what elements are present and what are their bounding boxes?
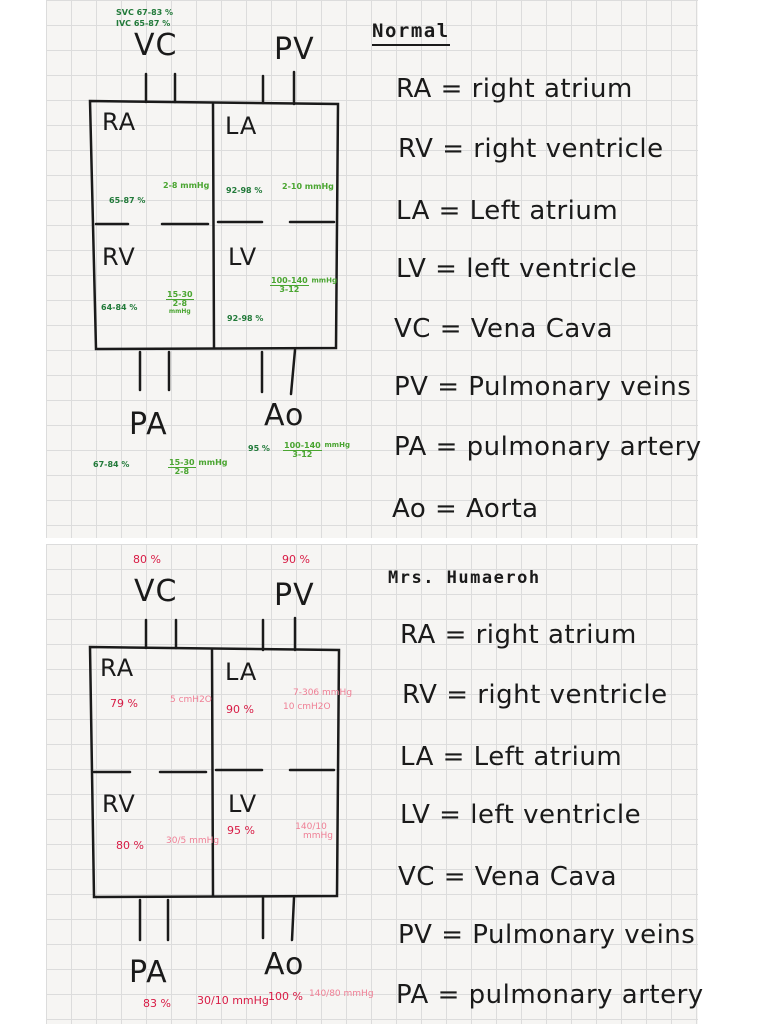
patient-pv-label: PV (274, 578, 315, 613)
normal-pa-pressure-num: 15-30 (169, 458, 195, 467)
patient-ao-pressure: 140/80 mmHg (309, 989, 374, 999)
normal-legend-item: RV = right ventricle (398, 134, 664, 164)
normal-lv-pressure-num: 100-140 (271, 276, 308, 285)
normal-la-pressure: 2-10 mmHg (282, 182, 334, 191)
patient-la-saturation: 90 % (226, 703, 254, 716)
normal-pa-saturation: 67-84 % (93, 460, 130, 469)
normal-pv-label: PV (274, 32, 315, 67)
patient-ao-saturation: 100 % (268, 990, 303, 1003)
patient-lv-label: LV (228, 790, 258, 818)
normal-legend-item: PV = Pulmonary veins (394, 372, 692, 402)
patient-legend-item: PA = pulmonary artery (396, 980, 704, 1010)
patient-vc-saturation: 80 % (133, 553, 161, 566)
patient-ra-saturation: 79 % (110, 697, 138, 710)
normal-legend-item: Ao = Aorta (392, 494, 539, 524)
patient-rv-saturation: 80 % (116, 839, 144, 852)
normal-lv-label: LV (228, 243, 258, 271)
patient-heading: Mrs. Humaeroh (388, 568, 541, 588)
patient-ra-label: RA (100, 654, 135, 682)
normal-rv-label: RV (102, 243, 136, 271)
normal-rv-saturation: 64-84 % (101, 303, 138, 312)
normal-ra-label: RA (102, 108, 137, 136)
patient-la-pressure-b: 10 cmH2O (283, 702, 331, 712)
patient-lv-pressure-unit: mmHg (303, 831, 334, 842)
normal-rv-pressure-num: 15-30 (167, 290, 193, 299)
patient-la-label: LA (225, 658, 258, 686)
normal-legend-item: PA = pulmonary artery (394, 432, 702, 462)
patient-pa-pressure: 30/10 mmHg (197, 994, 269, 1007)
svc-saturation: SVC 67-83 % (116, 8, 173, 17)
patient-vc-label: VC (134, 574, 178, 609)
patient-ao-label: Ao (264, 947, 305, 982)
normal-pa-pressure-den: 2-8 (174, 467, 190, 477)
patient-la-pressure-a: 7-306 mmHg (293, 688, 353, 698)
normal-pa-label: PA (129, 407, 168, 442)
normal-lv-pressure-den: 3-12 (279, 285, 300, 295)
normal-legend-item: LA = Left atrium (396, 196, 619, 226)
ivc-saturation: IVC 65-87 % (116, 19, 171, 28)
normal-ao-saturation: 95 % (248, 444, 270, 453)
normal-lv-pressure-unit: mmHg (311, 276, 337, 285)
normal-heading (372, 20, 450, 42)
patient-legend-item: LA = Left atrium (400, 742, 623, 772)
normal-pa-pressure (168, 458, 227, 477)
normal-ao-pressure-num: 100-140 (284, 441, 321, 450)
normal-rv-pressure-unit: mmHg (168, 307, 191, 315)
patient-ra-pressure: 5 cmH2O (170, 695, 212, 705)
normal-la-label: LA (225, 112, 258, 140)
normal-legend-item: VC = Vena Cava (394, 314, 614, 344)
normal-vc-label: VC (134, 28, 178, 63)
patient-legend-item: RA = right atrium (400, 620, 637, 650)
patient-lv-pressure (289, 822, 333, 842)
normal-ra-saturation: 65-87 % (109, 196, 146, 205)
patient-pv-saturation: 90 % (282, 553, 310, 566)
normal-ao-label: Ao (264, 398, 305, 433)
normal-ra-pressure: 2-8 mmHg (163, 181, 210, 190)
normal-ao-pressure (283, 441, 350, 460)
patient-rv-label: RV (102, 790, 136, 818)
normal-la-saturation: 92-98 % (226, 186, 263, 195)
normal-legend-item: RA = right atrium (396, 74, 633, 104)
normal-ao-pressure-unit: mmHg (324, 441, 350, 449)
normal-rv-pressure (166, 290, 194, 315)
patient-lv-saturation: 95 % (227, 824, 255, 837)
patient-legend-item: RV = right ventricle (402, 680, 668, 710)
normal-lv-pressure (270, 276, 337, 295)
patient-legend-item: VC = Vena Cava (398, 862, 618, 892)
patient-pa-saturation: 83 % (143, 997, 171, 1010)
normal-legend-item: LV = left ventricle (396, 254, 638, 284)
patient-legend-item: PV = Pulmonary veins (398, 920, 696, 950)
patient-rv-pressure: 30/5 mmHg (166, 836, 220, 846)
normal-ao-pressure-den: 3-12 (292, 450, 313, 460)
normal-rv-pressure-den: 2-8 (172, 299, 188, 309)
patient-pa-label: PA (129, 955, 168, 990)
normal-heading-text: Normal (372, 20, 450, 46)
patient-lv-pressure-num: 140/10 (295, 822, 327, 832)
patient-legend-item: LV = left ventricle (400, 800, 642, 830)
patient-sheet (46, 544, 698, 1024)
normal-lv-saturation: 92-98 % (227, 314, 264, 323)
normal-pa-pressure-unit: mmHg (198, 458, 228, 467)
